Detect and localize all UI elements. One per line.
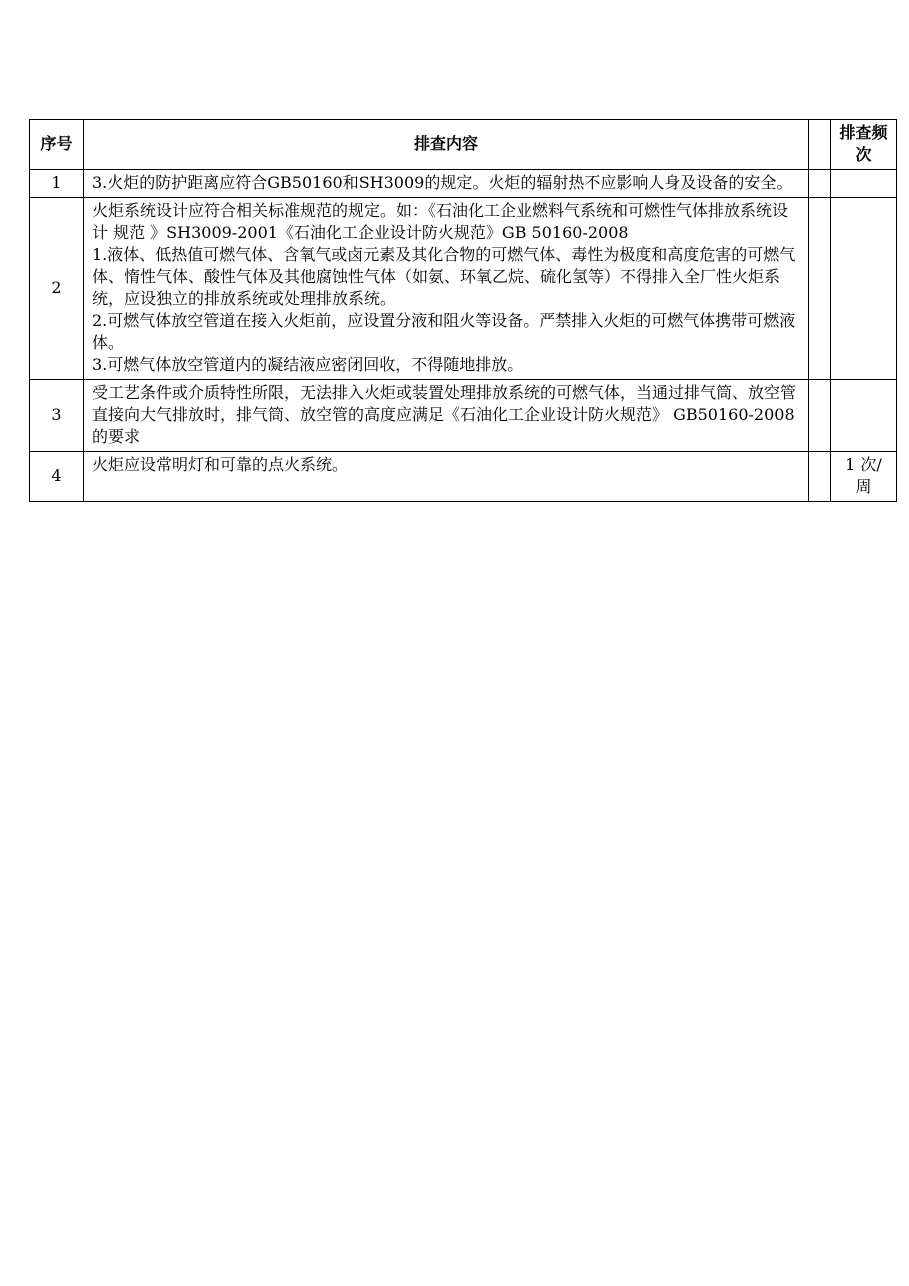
header-freq: 排查频次 — [831, 120, 897, 170]
row-content — [84, 380, 809, 452]
inspection-table — [29, 119, 897, 502]
content-paragraph: 2.可燃气体放空管道在接入火炬前，应设置分液和阻火等设备。严禁排入火炬的可燃气体携带可燃液体。 — [92, 311, 796, 352]
row-num: 2 — [30, 198, 84, 380]
row-freq — [831, 380, 897, 452]
content-paragraph: 受工艺条件或介质特性所限，无法排入火炬或装置处理排放系统的可燃气体，当通过排气筒、放空管直接向大气排放时，排气筒、放空管的高度应满足《石油化工企业设计防火规范》 GB50160-2008 的要求 — [92, 383, 797, 446]
content-paragraph: 火炬系统设计应符合相关标准规范的规定。如：《石油化工企业燃料气系统和可燃性气体排放系统设计 规范 》SH3009-2001《石油化工企业设计防火规范》GB 50160-2008 — [92, 201, 789, 242]
content-paragraph: 火炬应设常明灯和可靠的点火系统。 — [92, 455, 349, 474]
row-freq — [831, 198, 897, 380]
row-freq — [831, 170, 897, 198]
table-row — [30, 380, 897, 452]
row-content — [84, 452, 809, 502]
table-row — [30, 170, 897, 198]
row-blank — [809, 452, 831, 502]
content-paragraph: 3.火炬的防护距离应符合GB50160和SH3009的规定。火炬的辐射热不应影响人身及设备的安全。 — [92, 173, 793, 192]
header-content: 排查内容 — [84, 120, 809, 170]
row-blank — [809, 380, 831, 452]
row-blank — [809, 170, 831, 198]
content-paragraph — [92, 476, 800, 498]
table-row — [30, 198, 897, 380]
table-row — [30, 452, 897, 502]
row-num: 3 — [30, 380, 84, 452]
header-blank — [809, 120, 831, 170]
row-freq: 1 次/周 — [831, 452, 897, 502]
content-paragraph: 3.可燃气体放空管道内的凝结液应密闭回收，不得随地排放。 — [92, 355, 524, 374]
row-blank — [809, 198, 831, 380]
row-content — [84, 170, 809, 198]
table-body — [30, 170, 897, 502]
row-num: 4 — [30, 452, 84, 502]
row-content — [84, 198, 809, 380]
content-paragraph: 1.液体、低热值可燃气体、含氧气或卤元素及其化合物的可燃气体、毒性为极度和高度危害的可燃气体、惰性气体、酸性气体及其他腐蚀性气体（如氨、环氧乙烷、硫化氢等）不得排入全厂性火炬系统，应设独立的排放系统或处理排放系统。 — [92, 245, 796, 308]
table-header-row — [30, 120, 897, 170]
row-num: 1 — [30, 170, 84, 198]
header-num: 序号 — [30, 120, 84, 170]
